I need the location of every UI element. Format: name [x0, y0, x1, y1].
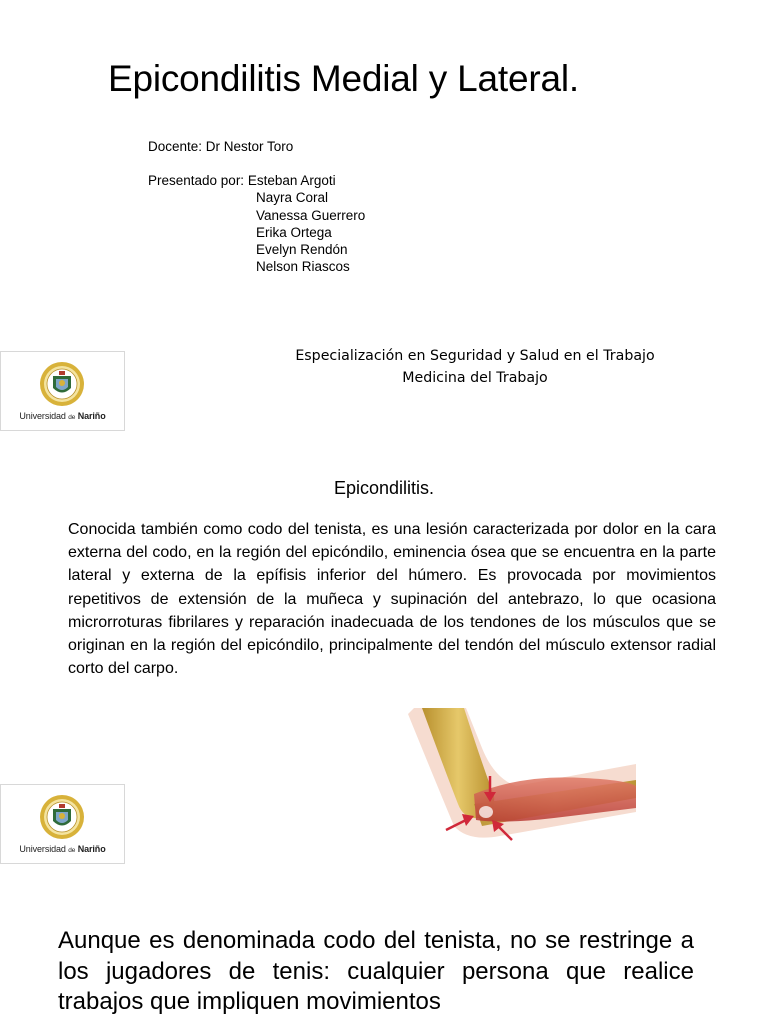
teacher-line: Docente: Dr Nestor Toro: [148, 139, 294, 154]
page-title: Epicondilitis Medial y Lateral.: [108, 58, 579, 99]
continuation-paragraph: Aunque es denominada codo del tenista, no se restringe a los jugadores de tenis: cualquier persona que realice trabajos que impliquen movimientos: [58, 927, 694, 1015]
author-name: Vanessa Guerrero: [256, 207, 366, 223]
author-name: Evelyn Rendón: [256, 242, 348, 258]
section-title: Epicondilitis.: [333, 478, 435, 498]
credits-block: [148, 138, 365, 275]
program-line-1: Especialización en Seguridad y Salud en el Trabajo: [295, 348, 655, 364]
program-heading: [260, 345, 690, 389]
university-logo: [0, 784, 125, 864]
author-name: Nayra Coral: [256, 190, 329, 206]
university-seal-icon: [39, 361, 85, 407]
university-name: Universidad de Nariño: [19, 411, 106, 421]
description-paragraph: Conocida también como codo del tenista, es una lesión caracterizada por dolor en la cara externa del codo, en la región del epicóndilo, eminencia ósea que se encuentra en la parte lateral y externa de la epífisis inferior del húmero. Es provocada por movimientos repetitivos de extensión de la muñeca y supinación del antebrazo, lo que ocasiona microrroturas fibrilares y reparación inadecuada de los tendones de los músculos que se originan en la región del epicóndilo, principalmente del tendón del músculo extensor radial corto del carpo.: [68, 521, 716, 678]
program-line-2: Medicina del Trabajo: [402, 370, 548, 386]
university-logo: [0, 351, 125, 431]
author-name: Erika Ortega: [256, 224, 332, 240]
university-name: Universidad de Nariño: [19, 844, 106, 854]
university-seal-icon: [39, 794, 85, 840]
presented-by-line: Presentado por: Esteban Argoti: [148, 173, 336, 189]
author-name: Nelson Riascos: [256, 259, 350, 275]
elbow-anatomy-illustration: [404, 708, 636, 844]
